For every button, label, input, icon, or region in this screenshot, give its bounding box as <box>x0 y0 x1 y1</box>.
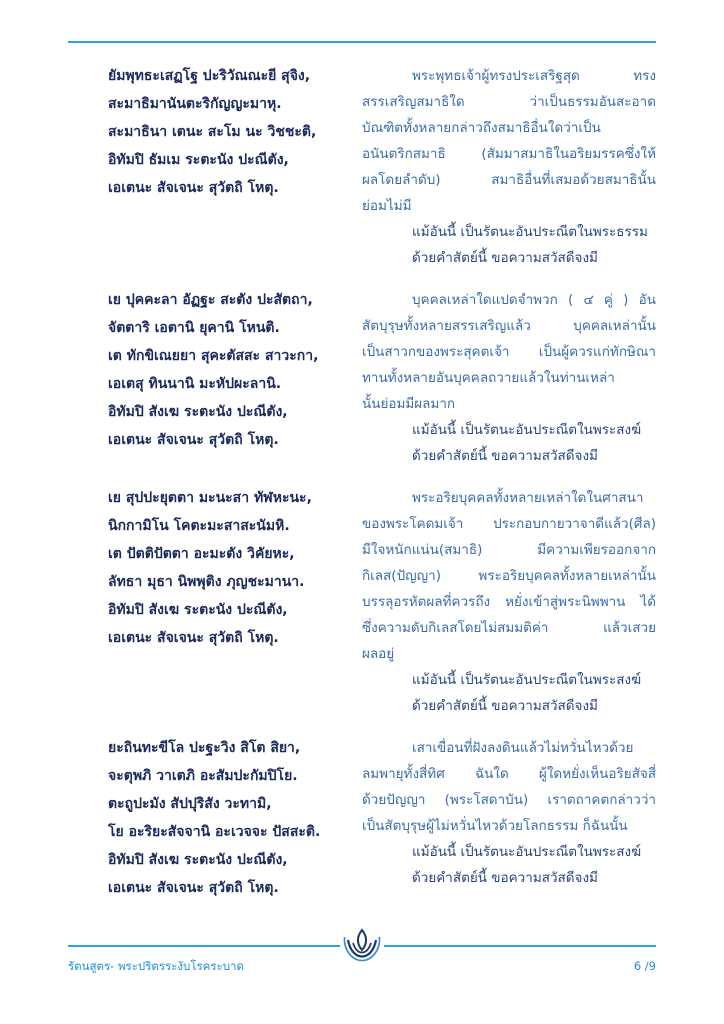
lotus-icon <box>342 928 382 962</box>
verse-2-translation <box>362 287 656 469</box>
pali-line: เอเตสุ ทินนานิ มะหัปผะลานิ. <box>108 376 282 392</box>
verse-3-translation <box>362 485 656 719</box>
pali-line: จะตุพภิ วาเตภิ อะสัมปะกัมปิโย. <box>108 768 298 784</box>
lotus-mid-petal <box>348 940 376 957</box>
translation-line: อนันตริกสมาธิ (สัมมาสมาธิในอริยมรรคซึ่งให้ <box>362 146 656 162</box>
pali-line: สะมาธินา เตนะ สะโม นะ วิชชะติ, <box>108 124 317 140</box>
translation-line: มีใจหนักแน่น(สมาธิ) มีความเพียรออกจาก <box>362 542 656 558</box>
translation-line: ด้วยปัญญา (พระโสดาบัน) เราตถาคตกล่าวว่า <box>362 792 656 808</box>
pali-line: เย สุปปะยุตตา มะนะสา ทัฬหะนะ, <box>108 490 312 506</box>
blessing-line: ด้วยคำสัตย์นี้ ขอความสวัสดีจงมี <box>412 870 598 886</box>
footer-title: รัตนสูตร- พระปริตรระงับโรคระบาด <box>68 959 244 973</box>
blessing-line: แม้อันนี้ เป็นรัตนะอันประณีตในพระสงฆ์ <box>412 422 642 438</box>
translation-line: สัตบุรุษทั้งหลายสรรเสริญแล้ว บุคคลเหล่านั้น <box>362 318 656 334</box>
pali-line: อิทัมปิ สังเฆ ระตะนัง ปะณีตัง, <box>108 852 288 868</box>
verse-1-translation <box>362 63 656 271</box>
translation-line: สรรเสริญสมาธิใด ว่าเป็นธรรมอันสะอาด <box>362 94 656 110</box>
footer-rule-left <box>68 945 340 947</box>
pali-line: ยัมพุทธะเสฏโฐ ปะริวัณณะยี สุจิง, <box>108 68 311 84</box>
pali-line: อิทัมปิ ธัมเม ระตะนัง ปะณีตัง, <box>108 152 289 168</box>
translation-line: พระพุทธเจ้าผู้ทรงประเสริฐสุด ทรง <box>412 68 656 84</box>
header-rule <box>68 41 656 43</box>
blessing-line: ด้วยคำสัตย์นี้ ขอความสวัสดีจงมี <box>412 448 598 464</box>
translation-line: บุคคลเหล่าใดแปดจำพวก ( ๔ คู่ ) อัน <box>412 292 656 308</box>
pali-line: ตะถูปะมัง สัปปุริสัง วะทามิ, <box>108 796 272 812</box>
blessing-line: ด้วยคำสัตย์นี้ ขอความสวัสดีจงมี <box>412 698 598 714</box>
translation-line: นั้นย่อมมีผลมาก <box>362 396 456 412</box>
translation-line: กิเลส(ปัญญา) พระอริยบุคคลทั้งหลายเหล่านั้น <box>362 568 656 584</box>
lotus-flame <box>358 930 366 950</box>
translation-line: พระอริยบุคคลทั้งหลายเหล่าใดในศาสนา <box>412 490 644 506</box>
pali-line: เอเตนะ สัจเจนะ สุวัตถิ โหตุ. <box>108 180 279 196</box>
translation-line: ลมพายุทั้งสี่ทิศ ฉันใด ผู้ใดหยั่งเห็นอริยสัจสี่ <box>362 766 656 782</box>
verse-1-pali <box>108 62 356 202</box>
pali-line: ยะถินทะขีโล ปะฐะวิง สิโต สิยา, <box>108 740 301 756</box>
pali-line: ลัทธา มุธา นิพพุติง ภุญชะมานา. <box>108 574 305 590</box>
pali-line: จัตตาริ เอตานิ ยุคานิ โหนติ. <box>108 320 280 336</box>
translation-line: บรรลุอรหัตผลที่ควรถึง หยั่งเข้าสู่พระนิพพาน ได้ <box>362 594 656 610</box>
translation-line: ผลโดยลำดับ) สมาธิอื่นที่เสมอด้วยสมาธินั้น <box>362 172 656 188</box>
translation-line: ของพระโคดมเจ้า ประกอบกายวาจาดีแล้ว(ศีล) <box>362 516 656 532</box>
pali-line: เอเตนะ สัจเจนะ สุวัตถิ โหตุ. <box>108 432 279 448</box>
pali-line: เต ปัตติปัตตา อะมะตัง วิคัยหะ, <box>108 546 295 562</box>
translation-line: ทานทั้งหลายอันบุคคลถวายแล้วในท่านเหล่า <box>362 370 615 386</box>
footer-rule-right <box>384 945 656 947</box>
translation-line: ย่อมไม่มี <box>362 198 412 214</box>
page-number: 6 /9 <box>633 959 656 973</box>
blessing-line: แม้อันนี้ เป็นรัตนะอันประณีตในพระสงฆ์ <box>412 844 642 860</box>
pali-line: เต ทักขิเณยยา สุคะตัสสะ สาวะกา, <box>108 348 319 364</box>
blessing-line: ด้วยคำสัตย์นี้ ขอความสวัสดีจงมี <box>412 250 598 266</box>
translation-line: เป็นสาวกของพระสุคตเจ้า เป็นผู้ควรแก่ทักษิณา <box>362 344 656 360</box>
translation-line: บัณฑิตทั้งหลายกล่าวถึงสมาธิอื่นใดว่าเป็น <box>362 120 601 136</box>
verse-4-translation <box>362 735 656 891</box>
pali-line: เย ปุคคะลา อัฏฐะ สะตัง ปะสัตถา, <box>108 292 313 308</box>
pali-line: อิทัมปิ สังเฆ ระตะนัง ปะณีตัง, <box>108 404 288 420</box>
blessing-line: แม้อันนี้ เป็นรัตนะอันประณีตในพระธรรม <box>412 224 648 240</box>
pali-line: สะมาธิมานันตะริกัญญะมาหุ. <box>108 96 282 112</box>
translation-line: ผลอยู่ <box>362 646 395 662</box>
pali-line: นิกกามิโน โคตะมะสาสะนัมหิ. <box>108 518 290 534</box>
pali-line: อิทัมปิ สังเฆ ระตะนัง ปะณีตัง, <box>108 602 288 618</box>
verse-4-pali <box>108 734 356 902</box>
pali-line: เอเตนะ สัจเจนะ สุวัตถิ โหตุ. <box>108 880 279 896</box>
pali-line: โย อะริยะสัจจานิ อะเวจจะ ปัสสะติ. <box>108 824 321 840</box>
verse-2-pali <box>108 286 356 454</box>
translation-line: เป็นสัตบุรุษผู้ไม่หวั่นไหวด้วยโลกธรรม ก็ฉันนั้น <box>362 818 628 834</box>
blessing-line: แม้อันนี้ เป็นรัตนะอันประณีตในพระสงฆ์ <box>412 672 642 688</box>
translation-line: ซึ่งความดับกิเลสโดยไม่สมมติค่า แล้วเสวย <box>362 620 656 636</box>
translation-line: เสาเขื่อนที่ฝังลงดินแล้วไม่หวั่นไหวด้วย <box>412 740 634 756</box>
pali-line: เอเตนะ สัจเจนะ สุวัตถิ โหตุ. <box>108 630 279 646</box>
verse-3-pali <box>108 484 356 652</box>
